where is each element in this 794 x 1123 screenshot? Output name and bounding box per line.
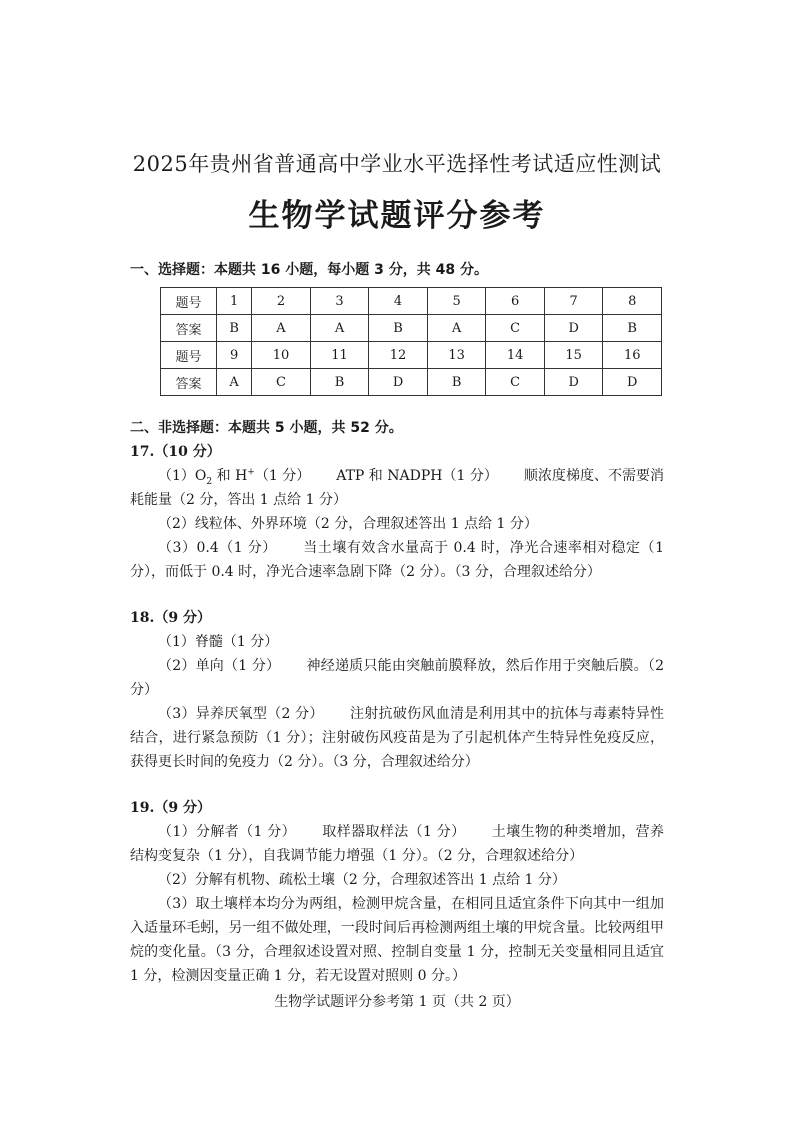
table-cell: B — [310, 369, 369, 396]
table-cell: A — [310, 315, 369, 342]
table-cell: B — [427, 369, 486, 396]
q18-part3 — [130, 702, 664, 774]
table-cell: 9 — [217, 342, 252, 369]
q19-title: 19.（9 分） — [130, 800, 211, 816]
table-cell: B — [217, 315, 252, 342]
q19-part1-b: 取样器取样法（1 分） — [322, 824, 466, 840]
section2-heading: 二、非选择题：本题共 5 小题，共 52 分。 — [130, 420, 403, 436]
table-cell: D — [369, 369, 428, 396]
q17-subscript: 2 — [206, 476, 213, 487]
q18-title: 18.（9 分） — [130, 610, 211, 626]
document-body — [130, 258, 664, 988]
q18-part3-b: 注射抗破伤风血清是利用其中的抗体与毒素特异性结合，进行紧急预防（1 分）；注射破伤风疫苗是为了引起机体产生特异性免疫反应，获得更长时间的免疫力（2 分）。（3 分，合理叙述给分） — [130, 706, 665, 770]
table-cell: 15 — [544, 342, 603, 369]
q19-part1 — [130, 820, 664, 868]
table-cell: 4 — [369, 288, 428, 315]
table-cell: 6 — [486, 288, 545, 315]
q17-part1-e: 顺浓度梯度、不需要消耗能量（2 分，答出 1 点给 1 分） — [130, 468, 665, 508]
table-cell: 2 — [252, 288, 311, 315]
q18-part2-b: 神经递质只能由突触前膜释放，然后作用于突触后膜。（2 分） — [130, 658, 665, 698]
table-row — [161, 369, 662, 396]
q17-part3-a: （3）0.4（1 分） — [158, 540, 277, 556]
table-cell: A — [217, 369, 252, 396]
table-cell: B — [369, 315, 428, 342]
table-cell: 答案 — [161, 369, 217, 396]
q17-superscript: + — [247, 467, 255, 478]
q18-part2-a: （2）单向（1 分） — [158, 658, 281, 674]
table-cell: 题号 — [161, 342, 217, 369]
page-footer: 生物学试题评分参考第 1 页（共 2 页） — [274, 994, 520, 1010]
answer-table — [160, 287, 662, 396]
table-cell: 13 — [427, 342, 486, 369]
q18-part1: （1）脊髓（1 分） — [158, 634, 279, 650]
table-cell: 8 — [603, 288, 662, 315]
table-cell: 3 — [310, 288, 369, 315]
q17-title: 17.（10 分） — [130, 444, 221, 460]
q17-part1-d: ATP 和 NADPH（1 分） — [336, 468, 498, 484]
table-cell: B — [603, 315, 662, 342]
q18-part2 — [130, 654, 664, 702]
table-cell: D — [603, 369, 662, 396]
q19-part3: （3）取土壤样本均分为两组，检测甲烷含量，在相同且适宜条件下向其中一组加入适量环毛蚓，另一组不做处理，一段时间后再检测两组土壤的甲烷含量。比较两组甲烷的变化量。（3 分，合理叙述设置对照、控制自变量 1 分，控制无关变量相同且适宜 1 分，检测因变量正确 1 分，若无设置对照则 0 分。） — [130, 896, 664, 984]
q17-part1 — [130, 464, 664, 512]
table-cell: 答案 — [161, 315, 217, 342]
table-cell: 7 — [544, 288, 603, 315]
table-row — [161, 342, 662, 369]
q19-part1-a: （1）分解者（1 分） — [158, 824, 297, 840]
table-cell: 题号 — [161, 288, 217, 315]
q19-part2: （2）分解有机物、疏松土壤（2 分，合理叙述答出 1 点给 1 分） — [158, 872, 566, 888]
table-cell: A — [427, 315, 486, 342]
table-cell: 11 — [310, 342, 369, 369]
q19-part1-c: 土壤生物的种类增加，营养结构变复杂（1 分），自我调节能力增强（1 分）。（2 分，合理叙述给分） — [130, 824, 664, 864]
section1-heading: 一、选择题：本题共 16 小题，每小题 3 分，共 48 分。 — [130, 262, 488, 278]
table-row — [161, 315, 662, 342]
table-cell: D — [544, 369, 603, 396]
q17-part1-c: （1 分） — [254, 468, 311, 484]
table-cell: D — [544, 315, 603, 342]
q17-part3 — [130, 536, 664, 584]
table-row — [161, 288, 662, 315]
q17-part1-a: （1）O — [158, 468, 207, 484]
table-cell: 12 — [369, 342, 428, 369]
q17-part3-b: 当土壤有效含水量高于 0.4 时，净光合速率相对稳定（1 分），而低于 0.4 时，净光合速率急剧下降（2 分）。（3 分，合理叙述给分） — [130, 540, 664, 580]
table-cell: C — [486, 315, 545, 342]
q18-part3-a: （3）异养厌氧型（2 分） — [158, 706, 324, 722]
table-cell: A — [252, 315, 311, 342]
document-title: 生物学试题评分参考 — [248, 198, 546, 234]
table-cell: 14 — [486, 342, 545, 369]
table-cell: C — [486, 369, 545, 396]
table-cell: 10 — [252, 342, 311, 369]
table-cell: C — [252, 369, 311, 396]
table-cell: 1 — [217, 288, 252, 315]
q17-part2: （2）线粒体、外界环境（2 分，合理叙述答出 1 点给 1 分） — [158, 516, 538, 532]
table-cell: 5 — [427, 288, 486, 315]
table-cell: 16 — [603, 342, 662, 369]
q17-part1-b: 和 H — [212, 468, 248, 484]
exam-title: 2025年贵州省普通高中学业水平选择性考试适应性测试 — [132, 152, 662, 176]
